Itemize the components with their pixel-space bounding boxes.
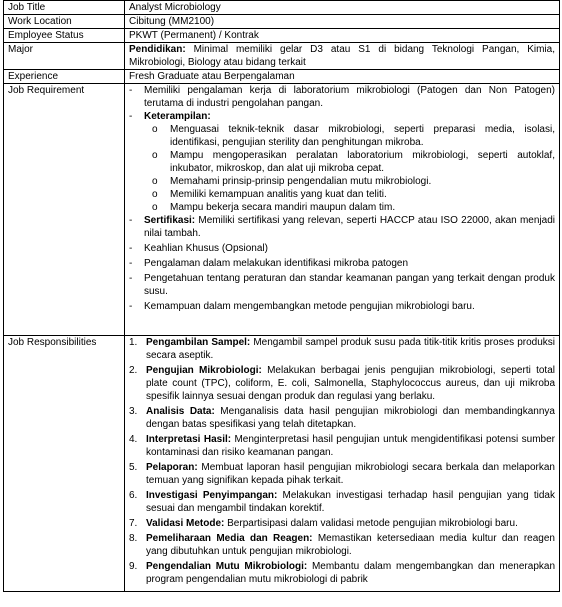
skills-lead: Keterampilan:	[144, 111, 211, 122]
value-experience: Fresh Graduate atau Berpengalaman	[125, 70, 560, 84]
responsibility-lead: Validasi Metode:	[146, 518, 225, 529]
row-employee-status	[4, 29, 560, 43]
row-job-requirement	[4, 84, 560, 336]
requirement-list	[129, 84, 555, 313]
responsibility-number: 6.	[129, 490, 138, 501]
requirement-item: - Pengalaman dalam melakukan identifikasi mikroba patogen	[129, 257, 555, 270]
responsibility-item	[129, 461, 555, 487]
skill-item: o Menguasai teknik-teknik dasar mikrobiologi, seperti preparasi media, isolasi, identifikasi, pengujian sterility dan penghitungan mikroba.	[144, 123, 555, 149]
responsibility-number: 5.	[129, 462, 138, 473]
responsibility-item	[129, 517, 555, 530]
responsibility-item	[129, 336, 555, 362]
responsibility-text: Menganalisis data hasil pengujian mikrobiologi dan membandingkannya dengan batas spesifikasi yang telah ditetapkan.	[146, 406, 555, 430]
responsibility-lead: Investigasi Penyimpangan:	[146, 490, 278, 501]
row-major	[4, 43, 560, 70]
value-job-requirement	[125, 84, 560, 336]
skill-item: o Memiliki kemampuan analitis yang kuat dan teliti.	[144, 188, 555, 201]
responsibility-lead: Pengambilan Sampel:	[146, 337, 251, 348]
label-major: Major	[4, 43, 125, 70]
responsibility-text: Melakukan investigasi terhadap hasil pengujian yang tidak sesuai dan mengambil tindakan korektif.	[146, 490, 555, 514]
responsibility-text: Berpartisipasi dalam validasi metode pengujian mikrobiologi baru.	[224, 518, 518, 529]
responsibility-lead: Pelaporan:	[146, 462, 198, 473]
requirement-item: - Memiliki pengalaman kerja di laboratorium mikrobiologi (Patogen dan Non Patogen) terutama di industri pengolahan pangan.	[129, 84, 555, 110]
label-job-responsibilities: Job Responsibilities	[4, 336, 125, 592]
job-description-table	[3, 0, 560, 592]
responsibility-lead: Analisis Data:	[146, 406, 215, 417]
value-major	[125, 43, 560, 70]
row-work-location	[4, 15, 560, 29]
responsibilities-list	[129, 336, 555, 586]
cert-lead: Sertifikasi:	[144, 215, 196, 226]
responsibility-number: 4.	[129, 434, 138, 445]
cert-text: Memiliki sertifikasi yang relevan, seperti HACCP atau ISO 22000, akan menjadi nilai tambah.	[144, 215, 555, 239]
responsibility-item	[129, 560, 555, 586]
responsibility-item	[129, 489, 555, 515]
value-job-title: Analyst Microbiology	[125, 1, 560, 15]
row-job-responsibilities	[4, 336, 560, 592]
row-experience	[4, 70, 560, 84]
responsibility-number: 7.	[129, 518, 138, 529]
responsibility-text: Membuat laporan hasil pengujian mikrobiologi secara berkala dan melaporkan temuan yang signifikan kepada pihak terkait.	[146, 462, 555, 486]
value-work-location: Cibitung (MM2100)	[125, 15, 560, 29]
skill-item: o Mampu mengoperasikan peralatan laboratorium mikrobiologi, seperti autoklaf, inkubator, mikroskop, dan alat uji mikroba cepat.	[144, 149, 555, 175]
skill-item: o Mampu bekerja secara mandiri maupun dalam tim.	[144, 201, 555, 214]
label-experience: Experience	[4, 70, 125, 84]
label-job-requirement: Job Requirement	[4, 84, 125, 336]
label-work-location: Work Location	[4, 15, 125, 29]
requirement-item: - Keahlian Khusus (Opsional)	[129, 242, 555, 255]
responsibility-item	[129, 364, 555, 403]
skill-item: o Memahami prinsip-prinsip pengendalian mutu mikrobiologi.	[144, 175, 555, 188]
major-lead: Pendidikan:	[129, 44, 186, 55]
responsibility-text: Memastikan ketersediaan media kultur dan reagen yang dibutuhkan untuk pengujian mikrobiologi.	[146, 533, 555, 557]
responsibility-text: Melakukan berbagai jenis pengujian mikrobiologi, seperti total plate count (TPC), coliform, E. coli, Salmonella, Staphylococcus aureus, dan uji mikroba spesifik lainnya sesuai dengan produk dan regulasi yang berlaku.	[146, 365, 555, 402]
row-job-title	[4, 1, 560, 15]
responsibility-number: 1.	[129, 337, 138, 348]
requirement-item-cert	[129, 214, 555, 240]
responsibility-text: Membantu dalam mengembangkan dan menerapkan program pengendalian mutu mikrobiologi di pabrik	[146, 561, 556, 585]
label-job-title: Job Title	[4, 1, 125, 15]
responsibility-number: 3.	[129, 406, 138, 417]
responsibility-number: 9.	[129, 561, 138, 572]
responsibility-number: 2.	[129, 365, 138, 376]
requirement-item: - Kemampuan dalam mengembangkan metode pengujian mikrobiologi baru.	[129, 300, 555, 313]
responsibility-item	[129, 433, 555, 459]
responsibility-item	[129, 405, 555, 431]
skills-list	[144, 123, 555, 214]
responsibility-lead: Pengendalian Mutu Mikrobiologi:	[146, 561, 308, 572]
responsibility-item	[129, 532, 555, 558]
responsibility-number: 8.	[129, 533, 138, 544]
responsibility-text: Menginterpretasi hasil pengujian untuk mengidentifikasi potensi sumber kontaminasi dan risiko keamanan pangan.	[146, 434, 555, 458]
requirement-item: - Pengetahuan tentang peraturan dan standar keamanan pangan yang terkait dengan produk susu.	[129, 272, 555, 298]
value-employee-status: PKWT (Permanent) / Kontrak	[125, 29, 560, 43]
responsibility-lead: Interpretasi Hasil:	[146, 434, 232, 445]
responsibility-lead: Pengujian Mikrobiologi:	[146, 365, 262, 376]
responsibility-text: Mengambil sampel produk susu pada titik-titik kritis proses produksi secara aseptik.	[146, 337, 555, 361]
responsibility-lead: Pemeliharaan Media dan Reagen:	[146, 533, 313, 544]
major-text: Minimal memiliki gelar D3 atau S1 di bidang Teknologi Pangan, Kimia, Mikrobiologi, Biology atau bidang terkait	[129, 44, 555, 68]
value-job-responsibilities	[125, 336, 560, 592]
label-employee-status: Employee Status	[4, 29, 125, 43]
requirement-item-skills	[129, 110, 555, 214]
